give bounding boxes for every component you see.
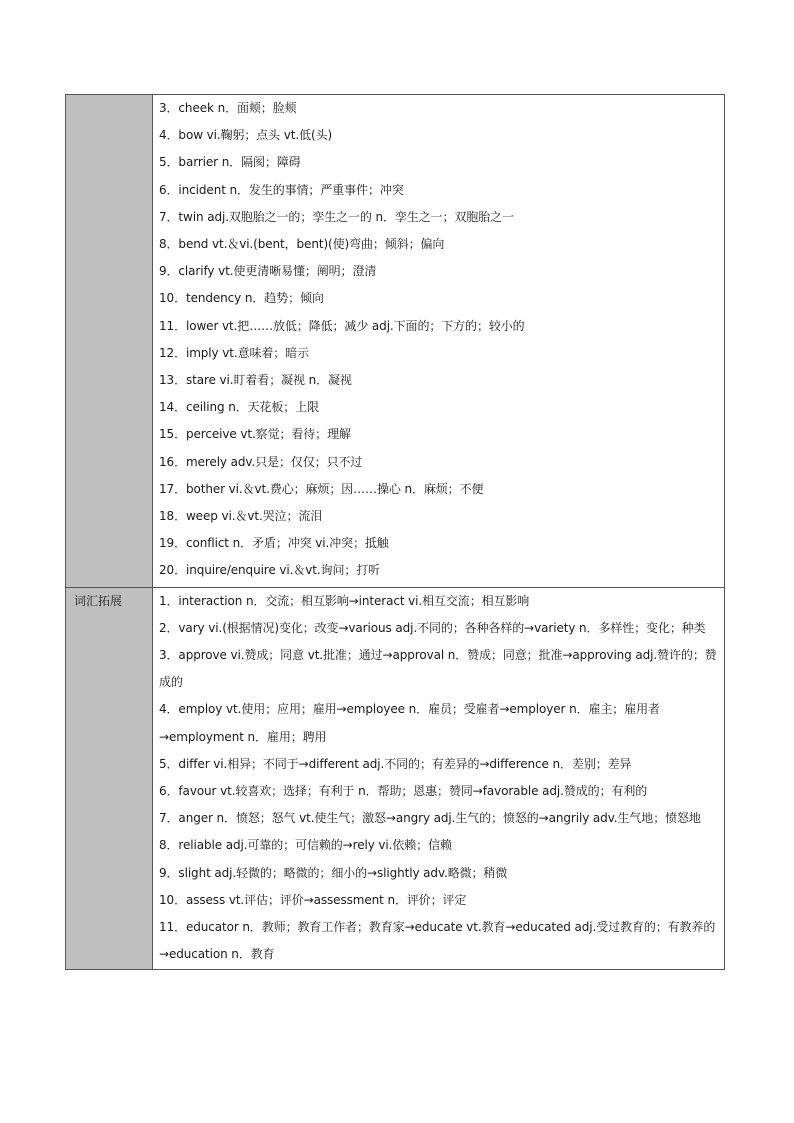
vocab-list: [159, 588, 724, 969]
vocab-item: 3．approve vi.赞成；同意 vt.批准；通过→approval n．赞成；同意；批准→approving adj.赞许的；赞成的: [159, 648, 717, 690]
vocab-item: 14．ceiling n．天花板；上限: [159, 400, 319, 415]
vocab-item: 11．educator n．教师；教育工作者；教育家→educate vt.教育→educated adj.受过教育的；有教养的→education n．教育: [159, 920, 716, 962]
vocab-item: 11．lower vt.把……放低；降低；减少 adj.下面的；下方的；较小的: [159, 318, 525, 333]
vocab-item: 8．reliable adj.可靠的；可信赖的→rely vi.依赖；信赖: [159, 838, 452, 853]
vocab-item: 19．conflict n．矛盾；冲突 vi.冲突；抵触: [159, 536, 389, 551]
vocab-item: 9．clarify vt.使更清晰易懂；阐明；澄清: [159, 264, 377, 279]
vocab-item: 5．differ vi.相异；不同于→different adj.不同的；有差异的→difference n．差别；差异: [159, 756, 632, 771]
vocab-item: 10．assess vt.评估；评价→assessment n．评价；评定: [159, 892, 467, 907]
vocab-item: 6．incident n．发生的事情；严重事件；冲突: [159, 182, 404, 197]
vocab-item: 5．barrier n．隔阂；障碍: [159, 155, 301, 170]
vocab-item: 13．stare vi.盯着看；凝视 n．凝视: [159, 373, 352, 388]
vocab-item: 9．slight adj.轻微的；略微的；细小的→slightly adv.略微；稍微: [159, 865, 508, 880]
vocab-item: 10．tendency n．趋势；倾向: [159, 291, 324, 306]
table-row: [66, 587, 725, 969]
table-row: [66, 95, 725, 588]
vocab-item: 8．bend vt.＆vi.(bent，bent)(使)弯曲；倾斜；偏向: [159, 237, 445, 252]
vocab-list: [159, 95, 724, 587]
vocab-list-cell: [153, 587, 725, 969]
section-label-cell: [66, 95, 153, 588]
vocab-item: 15．perceive vt.察觉；看待；理解: [159, 427, 351, 442]
section-label: 词汇拓展: [74, 593, 123, 608]
section-label-cell: [66, 587, 153, 969]
vocab-item: 20．inquire/enquire vi.＆vt.询问；打听: [159, 563, 381, 578]
section-label: [66, 95, 152, 98]
vocab-item: 16．merely adv.只是；仅仅；只不过: [159, 454, 363, 469]
vocab-item: 18．weep vi.＆vt.哭泣；流泪: [159, 509, 323, 524]
vocab-item: 7．twin adj.双胞胎之一的；孪生之一的 n．孪生之一；双胞胎之一: [159, 209, 514, 224]
vocab-item: 7．anger n．愤怒；怒气 vt.使生气；激怒→angry adj.生气的；愤怒的→angrily adv.生气地；愤怒地: [159, 811, 701, 826]
vocab-item: 2．vary vi.(根据情况)变化；改变→various adj.不同的；各种各样的→variety n．多样性；变化；种类: [159, 620, 706, 635]
vocab-item: 12．imply vt.意味着；暗示: [159, 345, 309, 360]
vocab-item: 6．favour vt.较喜欢；选择；有利于 n．帮助；恩惠；赞同→favorable adj.赞成的；有利的: [159, 784, 648, 799]
vocab-item: 4．bow vi.鞠躬；点头 vt.低(头): [159, 128, 333, 143]
vocab-item: 17．bother vi.＆vt.费心；麻烦；因……操心 n．麻烦；不便: [159, 481, 484, 496]
vocab-item: 1．interaction n．交流；相互影响→interact vi.相互交流；相互影响: [159, 593, 530, 608]
vocab-item: 4．employ vt.使用；应用；雇用→employee n．雇员；受雇者→employer n．雇主；雇用者→employment n．雇用；聘用: [159, 702, 660, 744]
vocabulary-table: [65, 94, 725, 970]
vocab-list-cell: [153, 95, 725, 588]
vocab-item: 3．cheek n．面颊；脸颊: [159, 101, 297, 115]
